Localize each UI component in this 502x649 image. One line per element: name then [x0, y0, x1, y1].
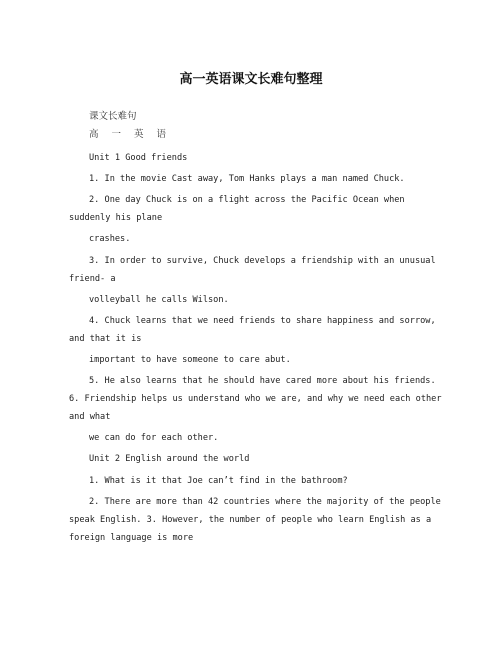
text-line: 2. One day Chuck is on a flight across the Pacific Ocean when [89, 195, 405, 205]
text-line: important to have someone to care abut. [89, 355, 291, 365]
text-line: 5. He also learns that he should have cared more about his friends. [89, 376, 436, 386]
text-line: speak English. 3. However, the number of people who learn English as a [69, 515, 432, 525]
text-line: we can do for each other. [89, 433, 219, 443]
section-label: 课文长难句 [89, 111, 137, 122]
text-line: friend- a [69, 274, 116, 284]
unit-heading: Unit 1 Good friends [89, 153, 188, 163]
text-line: suddenly his plane [69, 213, 163, 223]
unit-heading: Unit 2 English around the world [89, 454, 250, 464]
document-title: 高一英语课文长难句整理 [179, 72, 323, 87]
text-line: 6. Friendship helps us understand who we are, and why we need each other [69, 394, 442, 404]
text-line: 2. There are more than 42 countries where the majority of the people [89, 497, 441, 507]
text-line: 1. In the movie Cast away, Tom Hanks plays a man named Chuck. [89, 174, 405, 184]
text-line: volleyball he calls Wilson. [89, 295, 229, 305]
text-line: 1. What is it that Joe can’t find in the bathroom? [89, 476, 348, 486]
text-line: 3. In order to survive, Chuck develops a friendship with an unusual [89, 256, 436, 266]
text-line: and that it is [69, 334, 142, 344]
text-line: 4. Chuck learns that we need friends to share happiness and sorrow, [89, 316, 436, 326]
grade-label: 高 一 英 语 [89, 129, 172, 140]
text-line: crashes. [89, 234, 131, 244]
text-line: and what [69, 412, 111, 422]
text-line: foreign language is more [69, 533, 194, 543]
